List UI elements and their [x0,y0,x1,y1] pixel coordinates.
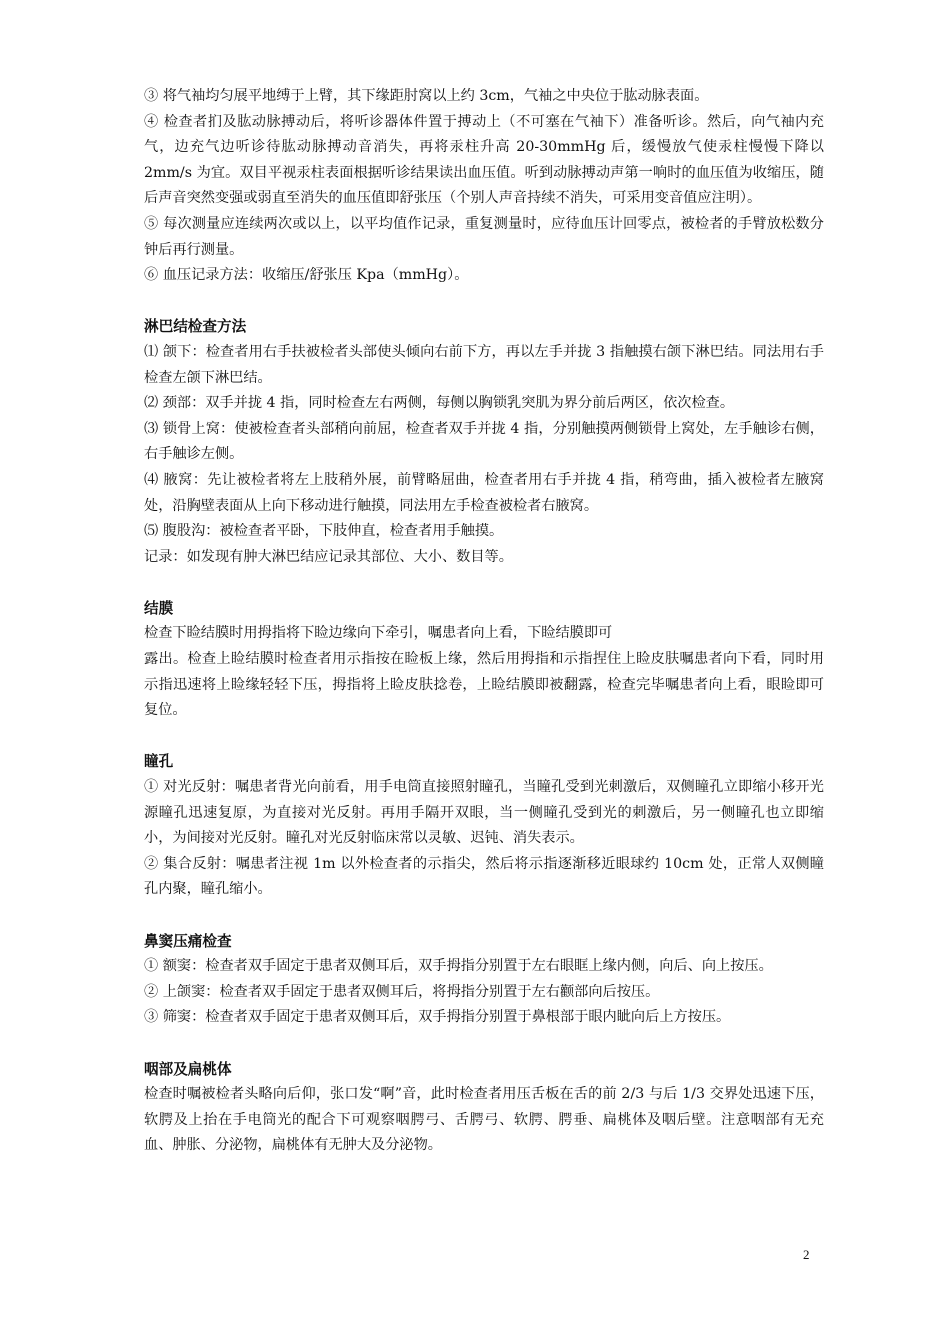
pupil-item-1: ① 对光反射：嘱患者背光向前看，用手电筒直接照射瞳孔，当瞳孔受到光刺激后，双侧瞳孔立即缩小移开光源瞳孔迅速复原，为直接对光反射。再用手隔开双眼，当一侧瞳孔受到光的刺激后，另一侧瞳孔也立即缩小，为间接对光反射。瞳孔对光反射临床常以灵敏、迟钝、消失表示。 [144,779,824,847]
lymph-item-2: ⑵ 颈部：双手并拢 4 指，同时检查左右两侧，每侧以胸锁乳突肌为界分前后两区，依次检查。 [144,395,735,412]
conjunctiva-line-1: 检查下睑结膜时用拇指将下睑边缘向下牵引，嘱患者向上看，下睑结膜即可 [144,625,613,642]
lymph-item-3: ⑶ 锁骨上窝：使被检查者头部稍向前屈，检查者双手并拢 4 指，分别触摸两侧锁骨上窝处，左手触诊右侧，右手触诊左侧。 [144,420,824,463]
lymph-item-5: ⑸ 腹股沟：被检查者平卧，下肢伸直，检查者用手触摸。 [144,523,504,540]
bp-step-5: ⑤ 每次测量应连续两次或以上，以平均值作记录，重复测量时，应待血压计回零点，被检者的手臂放松数分钟后再行测量。 [144,215,824,258]
bp-step-4: ④ 检查者扪及肱动脉搏动后，将听诊器体件置于搏动上（不可塞在气袖下）准备听诊。然后，向气袖内充气，边充气边听诊待肱动脉搏动音消失，再将汞柱升高 20-30mmHg 后，缓慢放气使汞柱慢慢下降以 2mm/s 为宜。双目平视汞柱表面根据听诊结果读出血压值。听到动脉搏动声第一响时的血压值为收缩压，随后声音突然变强或弱直至消失的血压值即舒张压（个别人声音持续不消失，可采用变音值应注明）。 [144,113,824,207]
lymph-record: 记录：如发现有肿大淋巴结应记录其部位、大小、数目等。 [144,548,513,565]
pharynx-text: 检查时嘱被检者头略向后仰，张口发“啊”音，此时检查者用压舌板在舌的前 2/3 与后 1/3 交界处迅速下压，软腭及上抬在手电筒光的配合下可观察咽腭弓、舌腭弓、软腭、腭垂、扁桃体及咽后壁。注意咽部有无充血、肿胀、分泌物，扁桃体有无肿大及分泌物。 [144,1086,824,1154]
sinus-item-1: ① 额窦：检查者双手固定于患者双侧耳后，双手拇指分别置于左右眼眶上缘内侧，向后、向上按压。 [144,958,773,975]
lymph-item-4: ⑷ 腋窝：先让被检者将左上肢稍外展，前臂略屈曲，检查者用右手并拢 4 指，稍弯曲，插入被检者左腋窝处，沿胸壁表面从上向下移动进行触摸，同法用左手检查被检者右腋窝。 [144,471,824,514]
section-title-pupil: 瞳孔 [144,753,174,771]
lymph-item-1: ⑴ 颌下：检查者用右手扶被检者头部使头倾向右前下方，再以左手并拢 3 指触摸右颌下淋巴结。同法用右手检查左颌下淋巴结。 [144,343,824,386]
document-body [144,84,824,1159]
bp-step-3: ③ 将气袖均匀展平地缚于上臂，其下缘距肘窝以上约 3cm，气袖之中央位于肱动脉表面。 [144,88,709,104]
pupil-item-2: ② 集合反射：嘱患者注视 1m 以外检查者的示指尖，然后将示指逐渐移近眼球约 10cm 处，正常人双侧瞳孔内聚，瞳孔缩小。 [144,855,824,898]
section-title-conjunctiva: 结膜 [144,599,174,617]
section-title-pharynx: 咽部及扁桃体 [144,1060,232,1078]
bp-step-6: ⑥ 血压记录方法：收缩压/舒张压 Kpa（mmHg）。 [144,267,469,284]
section-title-lymph: 淋巴结检查方法 [144,318,247,336]
sinus-item-2: ② 上颌窦：检查者双手固定于患者双侧耳后，将拇指分别置于左右颧部向后按压。 [144,983,660,1000]
conjunctiva-line-2: 露出。检查上睑结膜时检查者用示指按在睑板上缘，然后用拇指和示指捏住上睑皮肤嘱患者向下看，同时用示指迅速将上睑缘轻轻下压，拇指将上睑皮肤捻卷，上睑结膜即被翻露，检查完毕嘱患者向上看，眼睑即可复位。 [144,651,824,719]
sinus-item-3: ③ 筛窦：检查者双手固定于患者双侧耳后，双手拇指分别置于鼻根部于眼内眦向后上方按压。 [144,1009,731,1026]
page-number: 2 [803,1247,810,1262]
section-title-sinus: 鼻窦压痛检查 [144,932,232,950]
